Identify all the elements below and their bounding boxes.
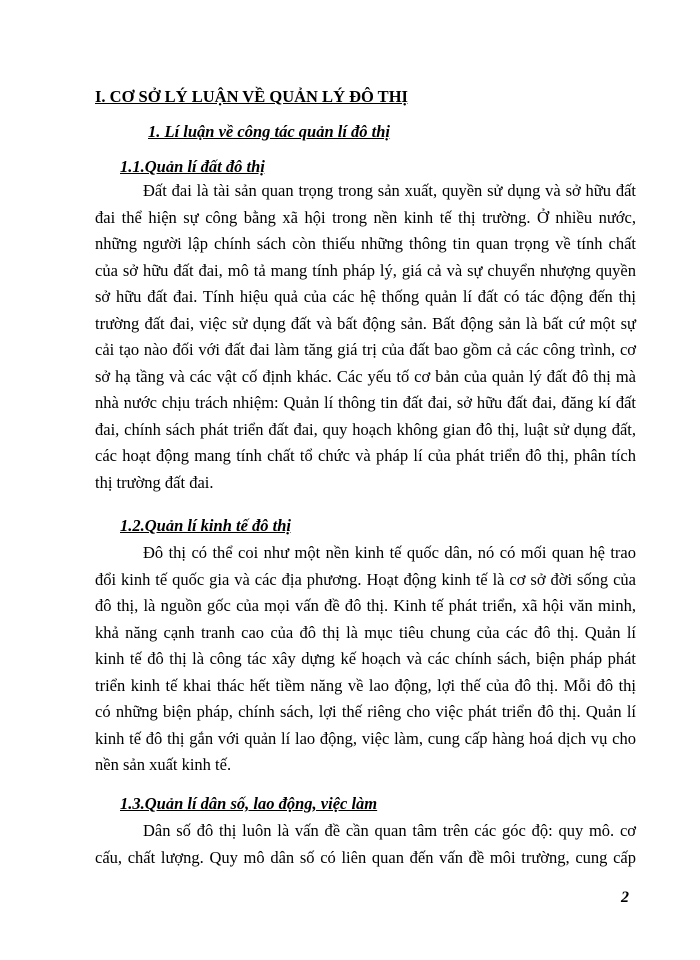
paragraph-economy xyxy=(95,540,636,779)
text-line: đai thể hiện sự công bằng xã hội trong nền kinh tế thị trường. Ở nhiều nước, xyxy=(95,207,636,227)
text-line: đai, chính sách phát triển đất đai, quy hoạch không gian đô thị, luật sử dụng đất, xyxy=(95,419,636,439)
text-line: kinh tế đô thị là công tác xây dựng kế hoạch và các chính sách, biện pháp phát xyxy=(95,649,636,668)
subsection-heading-land: 1.1.Quản lí đất đô thị xyxy=(120,157,265,176)
paragraph-population xyxy=(95,818,636,871)
page-number: 2 xyxy=(621,889,629,906)
text-line: nhà nước chịu trách nhiệm: Quản lí thông tin đất đai, sở hữu đất đai, đăng kí đất xyxy=(95,393,636,412)
text-line: của sở hữu đất đai, mô tả mang tính pháp lý, giá cả và sự chuyển nhượng quyền xyxy=(95,260,636,280)
text-line: các hoạt động mang tính chất tổ chức và pháp lí của phát triển đô thị, phân tích xyxy=(95,446,636,465)
text-line: những người lập chính sách còn thiếu những thông tin quan trọng về tính chất xyxy=(95,234,636,253)
text-line: kinh tế đô thị gắn với quản lí lao động, việc làm, cung cấp hàng hoá dịch vụ cho xyxy=(95,728,636,748)
paragraph-land xyxy=(95,178,636,496)
text-line: Đô thị có thể coi như một nền kinh tế quốc dân, nó có mối quan hệ trao xyxy=(143,543,636,562)
text-line: trường đất đai, việc sử dụng đất và bất động sản. Bất động sản là bất cứ một sự xyxy=(95,313,636,333)
text-line: nền sản xuất kinh tế. xyxy=(95,755,232,774)
text-line: thị trường đất đai. xyxy=(95,472,214,492)
text-line: đổi kinh tế quốc gia và các địa phương. Hoạt động kinh tế là cơ sở đời sống của xyxy=(95,569,636,589)
chapter-heading: I. CƠ SỞ LÝ LUẬN VỀ QUẢN LÝ ĐÔ THỊ xyxy=(95,87,408,106)
text-line: sở hạ tầng và các vật cố định khác. Các yếu tố cơ bản của quản lý đất đô thị mà xyxy=(95,366,636,386)
text-line: cấu, chất lượng. Quy mô dân số có liên quan đến vấn đề môi trường, cung cấp xyxy=(95,847,636,867)
subsection-heading-economy: 1.2.Quản lí kinh tế đô thị xyxy=(120,516,292,535)
text-line: đô thị, là nguồn gốc của mọi vấn đề đô thị. Kinh tế phát triển, xã hội văn minh, xyxy=(95,596,636,615)
subsection-heading-population: 1.3.Quản lí dân số, lao động, việc làm xyxy=(120,794,378,813)
text-line: triển kinh tế khai thác hết tiềm năng về lao động, lợi thế của đô thị. Mỗi đô thị xyxy=(95,675,636,695)
text-line: khả năng cạnh tranh cao của đô thị là mục tiêu chung của các đô thị. Quản lí xyxy=(95,622,636,642)
text-line: Dân số đô thị luôn là vấn đề cần quan tâm trên các góc độ: quy mô. cơ xyxy=(143,821,636,840)
section-heading: 1. Lí luận về công tác quản lí đô thị xyxy=(148,122,391,141)
text-line: Đất đai là tài sản quan trọng trong sản xuất, quyền sử dụng và sở hữu đất xyxy=(143,181,636,200)
text-line: có những biện pháp, chính sách, lợi thế riêng cho việc phát triển đô thị. Quản lí xyxy=(95,702,636,721)
text-line: sở hữu đất đai. Tính hiệu quả của các hệ thống quản lí đất có tác động đến thị xyxy=(95,287,636,306)
text-line: cải tạo nào đối với đất đai làm tăng giá trị của đất bao gồm cả các công trình, cơ xyxy=(95,340,636,359)
